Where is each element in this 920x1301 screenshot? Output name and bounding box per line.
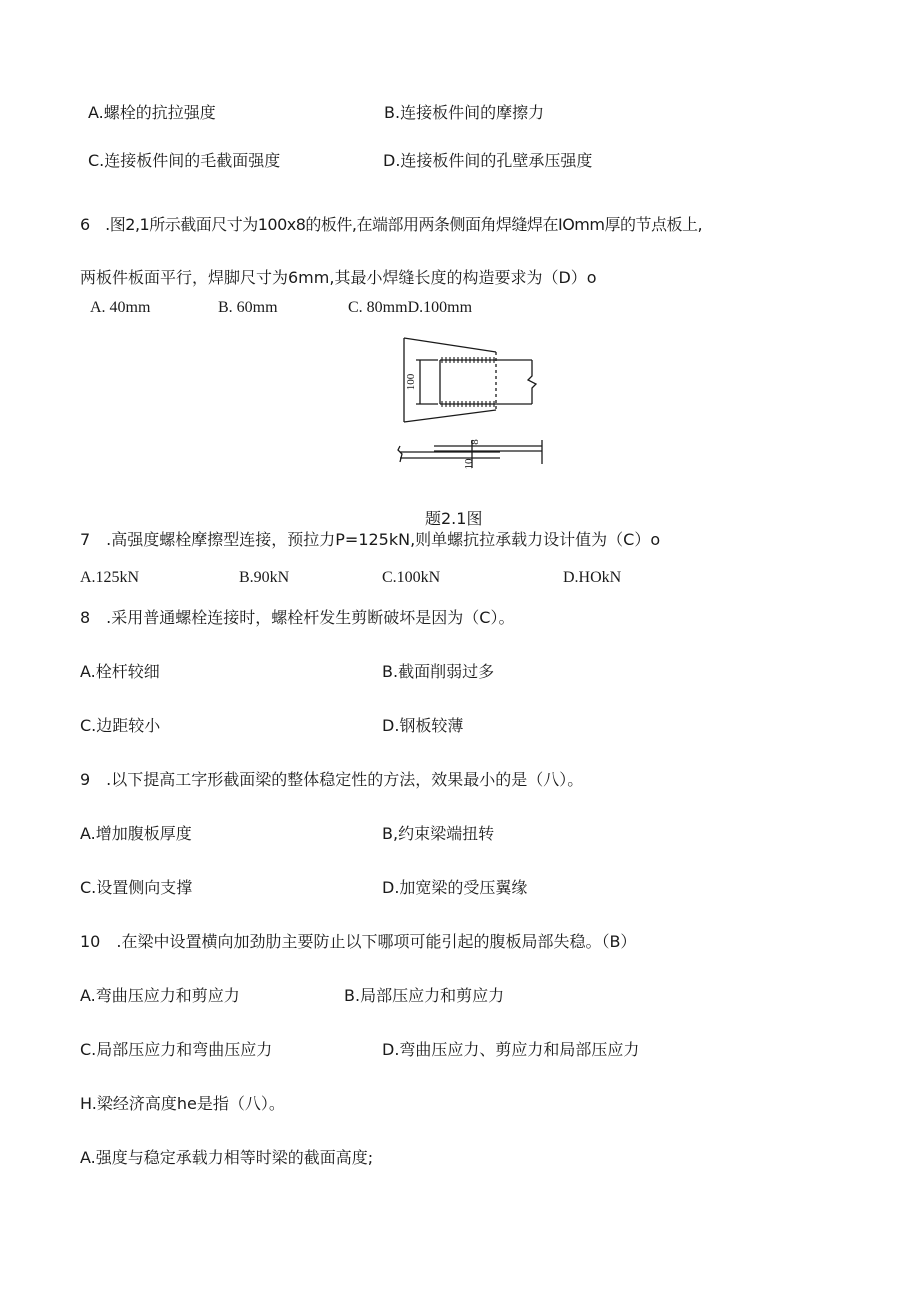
q8-option-b: B.截面削弱过多: [382, 662, 495, 681]
gusset-plate-top-edge: [404, 338, 496, 352]
q9-option-c: C.设置侧向支撑: [80, 878, 193, 897]
q8-stem: 8 .采用普通螺栓连接时，螺栓杆发生剪断破坏是因为（C）。: [80, 608, 515, 627]
q6-option-cd: C. 80mmD.100mm: [348, 299, 473, 316]
q7-option-d: D.HOkN: [563, 569, 622, 586]
q9-option-b: B,约束梁端扭转: [382, 824, 495, 843]
plate-break-symbol: [528, 360, 536, 404]
q7-option-c: C.100kN: [382, 569, 441, 586]
gusset-plate-bottom-edge: [404, 410, 496, 422]
q10-option-b: B.局部压应力和剪应力: [344, 986, 505, 1005]
q11-stem: H.梁经济高度he是指（八）。: [80, 1094, 285, 1113]
q10-stem: 10 .在梁中设置横向加劲肋主要防止以下哪项可能引起的腹板局部失稳。（B）: [80, 932, 637, 951]
dim-label-8: 8: [469, 439, 481, 445]
q8-option-a: A.栓杆较细: [80, 662, 160, 681]
q5-option-d: D.连接板件间的孔壁承压强度: [383, 151, 593, 170]
q11-option-a: A.强度与稳定承载力相等时梁的截面高度;: [80, 1148, 374, 1167]
q8-option-c: C.边距较小: [80, 716, 161, 735]
q10-option-a: A.弯曲压应力和剪应力: [80, 986, 240, 1005]
q8-option-d: D.钢板较薄: [382, 716, 464, 735]
q6-stem-line1: 6 .图2,1所示截面尺寸为100x8的板件,在端部用两条侧面角焊缝焊在IOmm厚的节点板上,: [80, 215, 703, 234]
q7-stem: 7 .高强度螺栓摩擦型连接，预拉力P=125kN,则单螺抗拉承载力设计值为（C）o: [80, 530, 661, 549]
q10-option-c: C.局部压应力和弯曲压应力: [80, 1040, 273, 1059]
q5-option-c: C.连接板件间的毛截面强度: [88, 151, 281, 170]
q6-option-a: A. 40mm: [90, 299, 151, 316]
q9-stem: 9 .以下提高工字形截面梁的整体稳定性的方法，效果最小的是（八）。: [80, 770, 584, 789]
q9-option-d: D.加宽梁的受压翼缘: [382, 878, 528, 897]
q6-stem-line2: 两板件板面平行，焊脚尺寸为6mm,其最小焊缝长度的构造要求为（D）o: [80, 268, 597, 287]
q5-option-b: B.连接板件间的摩擦力: [384, 103, 545, 122]
q6-option-b: B. 60mm: [218, 299, 278, 316]
dim-label-100: 100: [405, 373, 417, 391]
weld-connection-figure: [392, 330, 552, 470]
figure-caption: 题2.1图: [425, 509, 483, 528]
q10-option-d: D.弯曲压应力、剪应力和局部压应力: [382, 1040, 640, 1059]
q5-option-a: A.螺栓的抗拉强度: [88, 103, 216, 122]
q7-option-a: A.125kN: [80, 569, 140, 586]
q9-option-a: A.增加腹板厚度: [80, 824, 192, 843]
q7-option-b: B.90kN: [239, 569, 290, 586]
dim-label-10: 10: [463, 458, 475, 470]
side-left-break: [398, 446, 402, 462]
weld-hatching: [442, 357, 494, 407]
